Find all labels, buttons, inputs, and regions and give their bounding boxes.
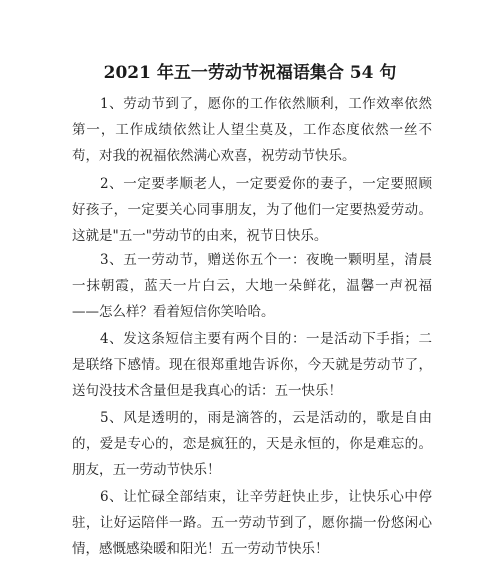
document-title: 2021 年五一劳动节祝福语集合 54 句 <box>103 63 397 83</box>
paragraph-4: 4、发这条短信主要有两个目的：一是活动下手指；二是联络下感情。现在很郑重地告诉你，今天就是劳动节了，送句没技术含量但是我真心的话：五一快乐！ <box>72 331 432 399</box>
paragraph-3: 3、五一劳动节，赠送你五个一：夜晚一颗明星，清晨一抹朝霞，蓝天一片白云，大地一朵鲜花，温馨一声祝福——怎么样？看着短信你笑哈哈。 <box>72 252 432 320</box>
paragraph-5: 5、风是透明的，雨是滴答的，云是活动的，歌是自由的，爱是专心的，恋是疯狂的，天是永恒的，你是难忘的。朋友，五一劳动节快乐！ <box>72 410 432 478</box>
paragraph-2: 2、一定要孝顺老人，一定要爱你的妻子，一定要照顾好孩子，一定要关心同事朋友，为了他们一定要热爱劳动。这就是"五一"劳动节的由来，祝节日快乐。 <box>72 176 432 244</box>
paragraph-6: 6、让忙碌全部结束，让辛劳赶快止步，让快乐心中停驻，让好运陪伴一路。五一劳动节到了，愿你揣一份悠闲心情，感慨感染暖和阳光！五一劳动节快乐！ <box>72 489 432 557</box>
paragraph-1: 1、劳动节到了，愿你的工作依然顺利，工作效率依然第一，工作成绩依然让人望尘莫及，工作态度依然一丝不苟，对我的祝福依然满心欢喜，祝劳动节快乐。 <box>72 96 432 164</box>
